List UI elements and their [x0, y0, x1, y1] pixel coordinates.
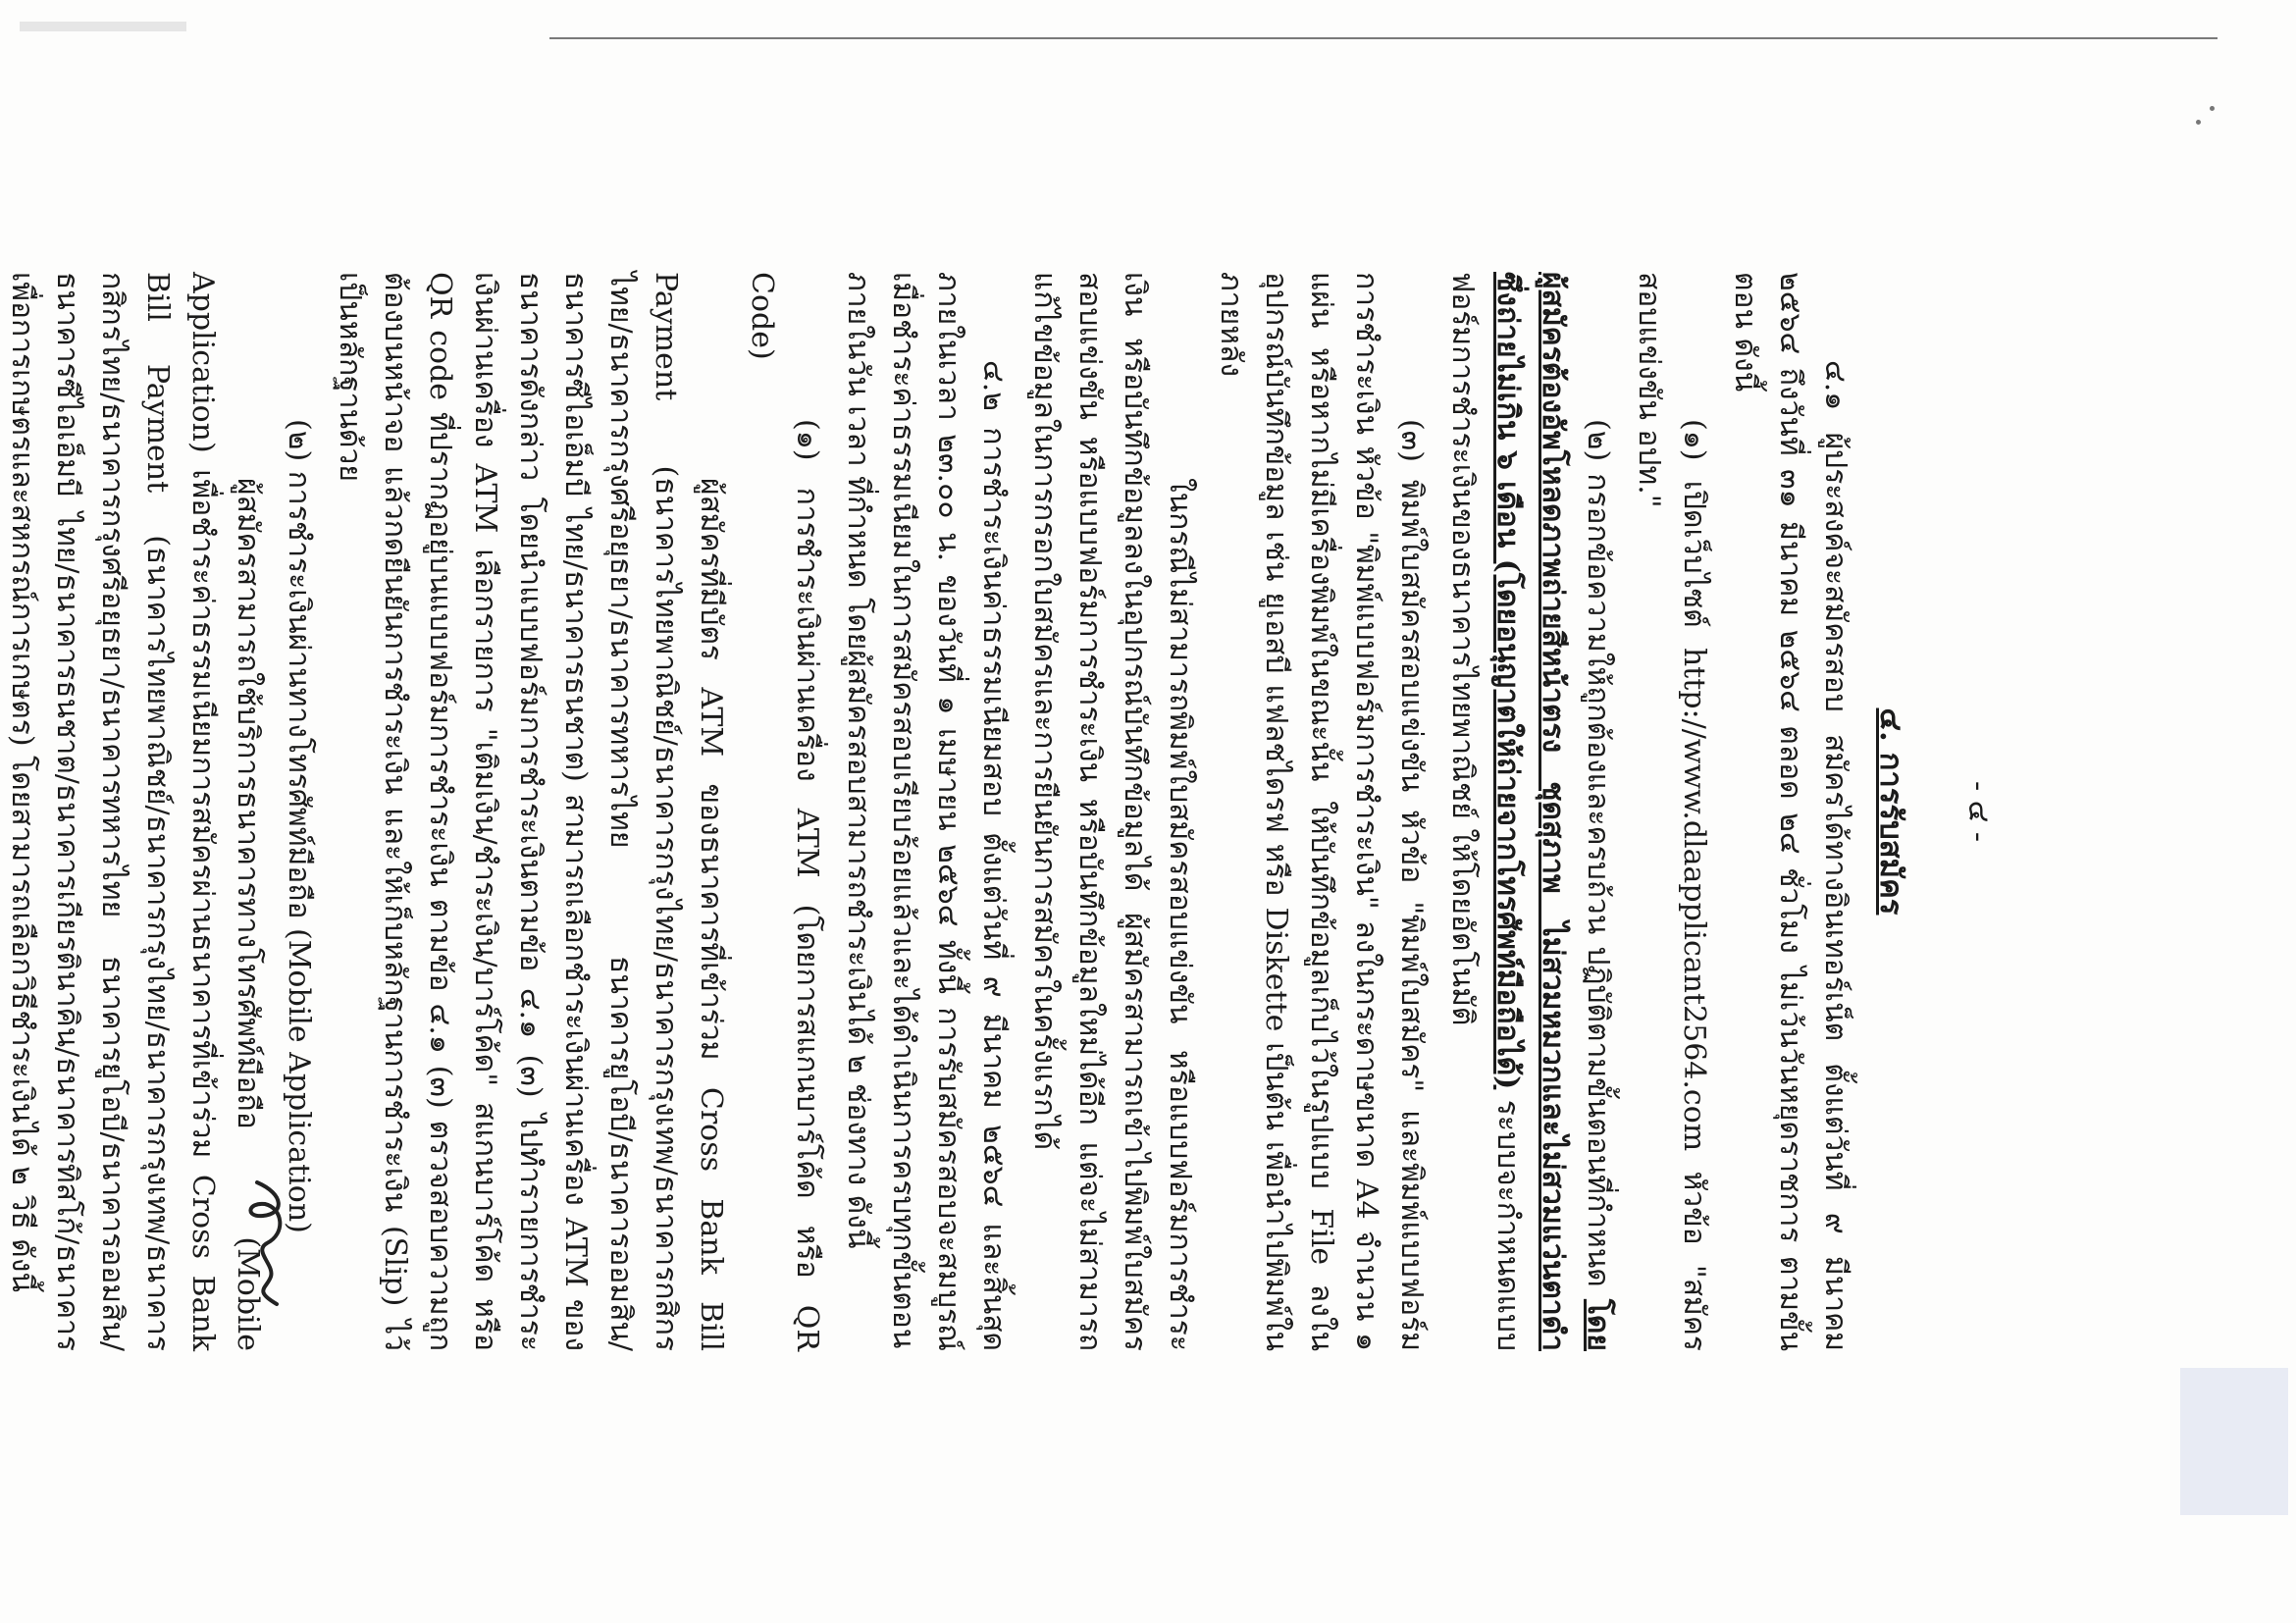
step-3-note: ในกรณีไม่สามารถพิมพ์ใบสมัครสอบแข่งขัน หรือแบบฟอร์มการชำระเงิน หรือบันทึกข้อมูลลงในอุปกรณ์บันทึกข้อมูลได้ ผู้สมัครสามารถเข้าไปพิมพ์ใบสมัครสอบแข่งขัน หรือแบบฟอร์มการชำระเงิน หรือบันทึกข้อมูลใหม่ได้อีก แต่จะไม่สามารถแก้ไขข้อมูลในการกรอกใบสมัครและการยืนยันการสมัครในครั้งแรกได้	[1027, 272, 1197, 1351]
paragraph-4-1: ๔.๑ ผู้ประสงค์จะสมัครสอบ สมัครได้ทางอินเทอร์เน็ต ตั้งแต่วันที่ ๙ มีนาคม ๒๕๖๔ ถึงวันที่ ๓๑ มีนาคม ๒๕๖๔ ตลอด ๒๔ ชั่วโมง ไม่เว้นวันหยุดราชการ ตามขั้นตอน ดังนี้	[1728, 272, 1852, 1351]
page-number: - ๔ -	[1961, 780, 1996, 843]
payment-mobile-heading: (๒) การชำระเงินผ่านทางโทรศัพท์มือถือ (Mobile Application)	[282, 419, 316, 1233]
scan-speck	[2196, 120, 2201, 125]
scan-edge-line	[549, 37, 2218, 39]
payment-mobile-details: ผู้สมัครสามารถใช้บริการธนาคารทางโทรศัพท์มือถือ (Mobile Application) เพื่อชำระค่าธรรมเนียมการสมัครผ่านธนาคารที่เข้าร่วม Cross Bank Bill Payment (ธนาคารไทยพาณิชย์/ธนาคารกรุงไทย/ธนาคารกรุงเทพ/ธนาคารกสิกรไทย/ธนาคารกรุงศรีอยุธยา/ธนาคารทหารไทย ธนาคารยูโอบี/ธนาคารออมสิน/ธนาคารซีไอเอ็มบี ไทย/ธนาคารธนชาต/ธนาคารเกียรตินาคิน/ธนาคารทิสโก้/ธนาคารเพื่อการเกษตรและสหกรณ์การเกษตร) โดยสามารถเลือกวิธีชำระเงินได้ ๒ วิธี ดังนี้	[5, 272, 265, 1351]
signature-icon	[235, 1175, 304, 1312]
step-1: (๑) เปิดเว็บไซต์ http://www.dlaapplicant2564.com หัวข้อ "สมัครสอบแข่งขัน อปท."	[1632, 272, 1711, 1351]
step-2-auto-form: ระบบจะกำหนดแบบฟอร์มการชำระเงินของธนาคารไทยพาณิชย์ ให้โดยอัตโนมัติ	[1445, 272, 1525, 1351]
scan-mark	[20, 22, 186, 31]
step-3: (๓) พิมพ์ใบสมัครสอบแข่งขัน หัวข้อ "พิมพ์ใบสมัคร" และพิมพ์แบบฟอร์มการชำระเงิน หัวข้อ "พิมพ์แบบฟอร์มการชำระเงิน" ลงในกระดาษขนาด A4 จำนวน ๑ แผ่น หรือหากไม่มีเครื่องพิมพ์ในขณะนั้น ให้บันทึกข้อมูลเก็บไว้ในรูปแบบ File ลงในอุปกรณ์บันทึกข้อมูล เช่น ยูเอสบี แฟลชไดรฟ หรือ Diskette เป็นต้น เพื่อนำไปพิมพ์ในภายหลัง	[1214, 272, 1429, 1351]
scan-speck	[2210, 106, 2215, 111]
section-title	[1867, 272, 1916, 1351]
step-2-text: (๒) กรอกข้อความให้ถูกต้องและครบถ้วน ปฏิบัติตามขั้นตอนที่กำหนด	[1581, 419, 1615, 1299]
payment-atm-details: ผู้สมัครที่มีบัตร ATM ของธนาคารที่เข้าร่วม Cross Bank Bill Payment (ธนาคารไทยพาณิชย์/ธนาคารกรุงไทย/ธนาคารกรุงเทพ/ธนาคารกสิกรไทย/ธนาคารกรุงศรีอยุธยา/ธนาคารทหารไทย ธนาคารยูโอบี/ธนาคารออมสิน/ธนาคารซีไอเอ็มบี ไทย/ธนาคารธนชาต) สามารถเลือกชำระเงินผ่านเครื่อง ATM ของธนาคารดังกล่าว โดยนำแบบฟอร์มการชำระเงินตามข้อ ๔.๑ (๓) ไปทำรายการชำระเงินผ่านเครื่อง ATM เลือกรายการ "เติมเงิน/ชำระเงิน/บาร์โค้ด" สแกนบาร์โค้ด หรือ QR code ที่ปรากฏอยู่บนแบบฟอร์มการชำระเงิน ตามข้อ ๔.๑ (๓) ตรวจสอบความถูกต้องบนหน้าจอ แล้วกดยืนยันการชำระเงิน และให้เก็บหลักฐานการชำระเงิน (Slip) ไว้เป็นหลักฐานด้วย	[333, 272, 728, 1351]
step-2	[1439, 272, 1620, 1351]
scan-stain	[2180, 1368, 2288, 1515]
document-body	[5, 125, 2129, 1498]
section-title-text: ๔. การรับสมัคร	[1873, 707, 1908, 916]
paragraph-4-2: ๔.๒ การชำระเงินค่าธรรมเนียมสอบ ตั้งแต่วันที่ ๙ มีนาคม ๒๕๖๔ และสิ้นสุดภายในเวลา ๒๓.๐๐ น. ของวันที่ ๑ เมษายน ๒๕๖๔ ทั้งนี้ การรับสมัครสอบจะสมบูรณ์ เมื่อชำระค่าธรรมเนียมในการสมัครสอบเรียบร้อยแล้วและได้ดำเนินการครบทุกขั้นตอนภายในวัน เวลา ที่กำหนด โดยผู้สมัครสอบสามารถชำระเงินได้ ๒ ช่องทาง ดังนี้	[841, 272, 1011, 1351]
step-2-photo-requirement: โดยผู้สมัครต้องอัพโหลดภาพถ่ายสีหน้าตรง ชุดสุภาพ ไม่สวมหมวกและไม่สวมแว่นตาดำ ซึ่งถ่ายไม่เกิน ๖ เดือน (โดยอนุญาตให้ถ่ายจากโทรศัพท์มือถือได้)	[1490, 272, 1615, 1351]
payment-atm-heading: (๑) การชำระเงินผ่านเครื่อง ATM (โดยการสแกนบาร์โค้ด หรือ QR Code)	[745, 272, 824, 1351]
